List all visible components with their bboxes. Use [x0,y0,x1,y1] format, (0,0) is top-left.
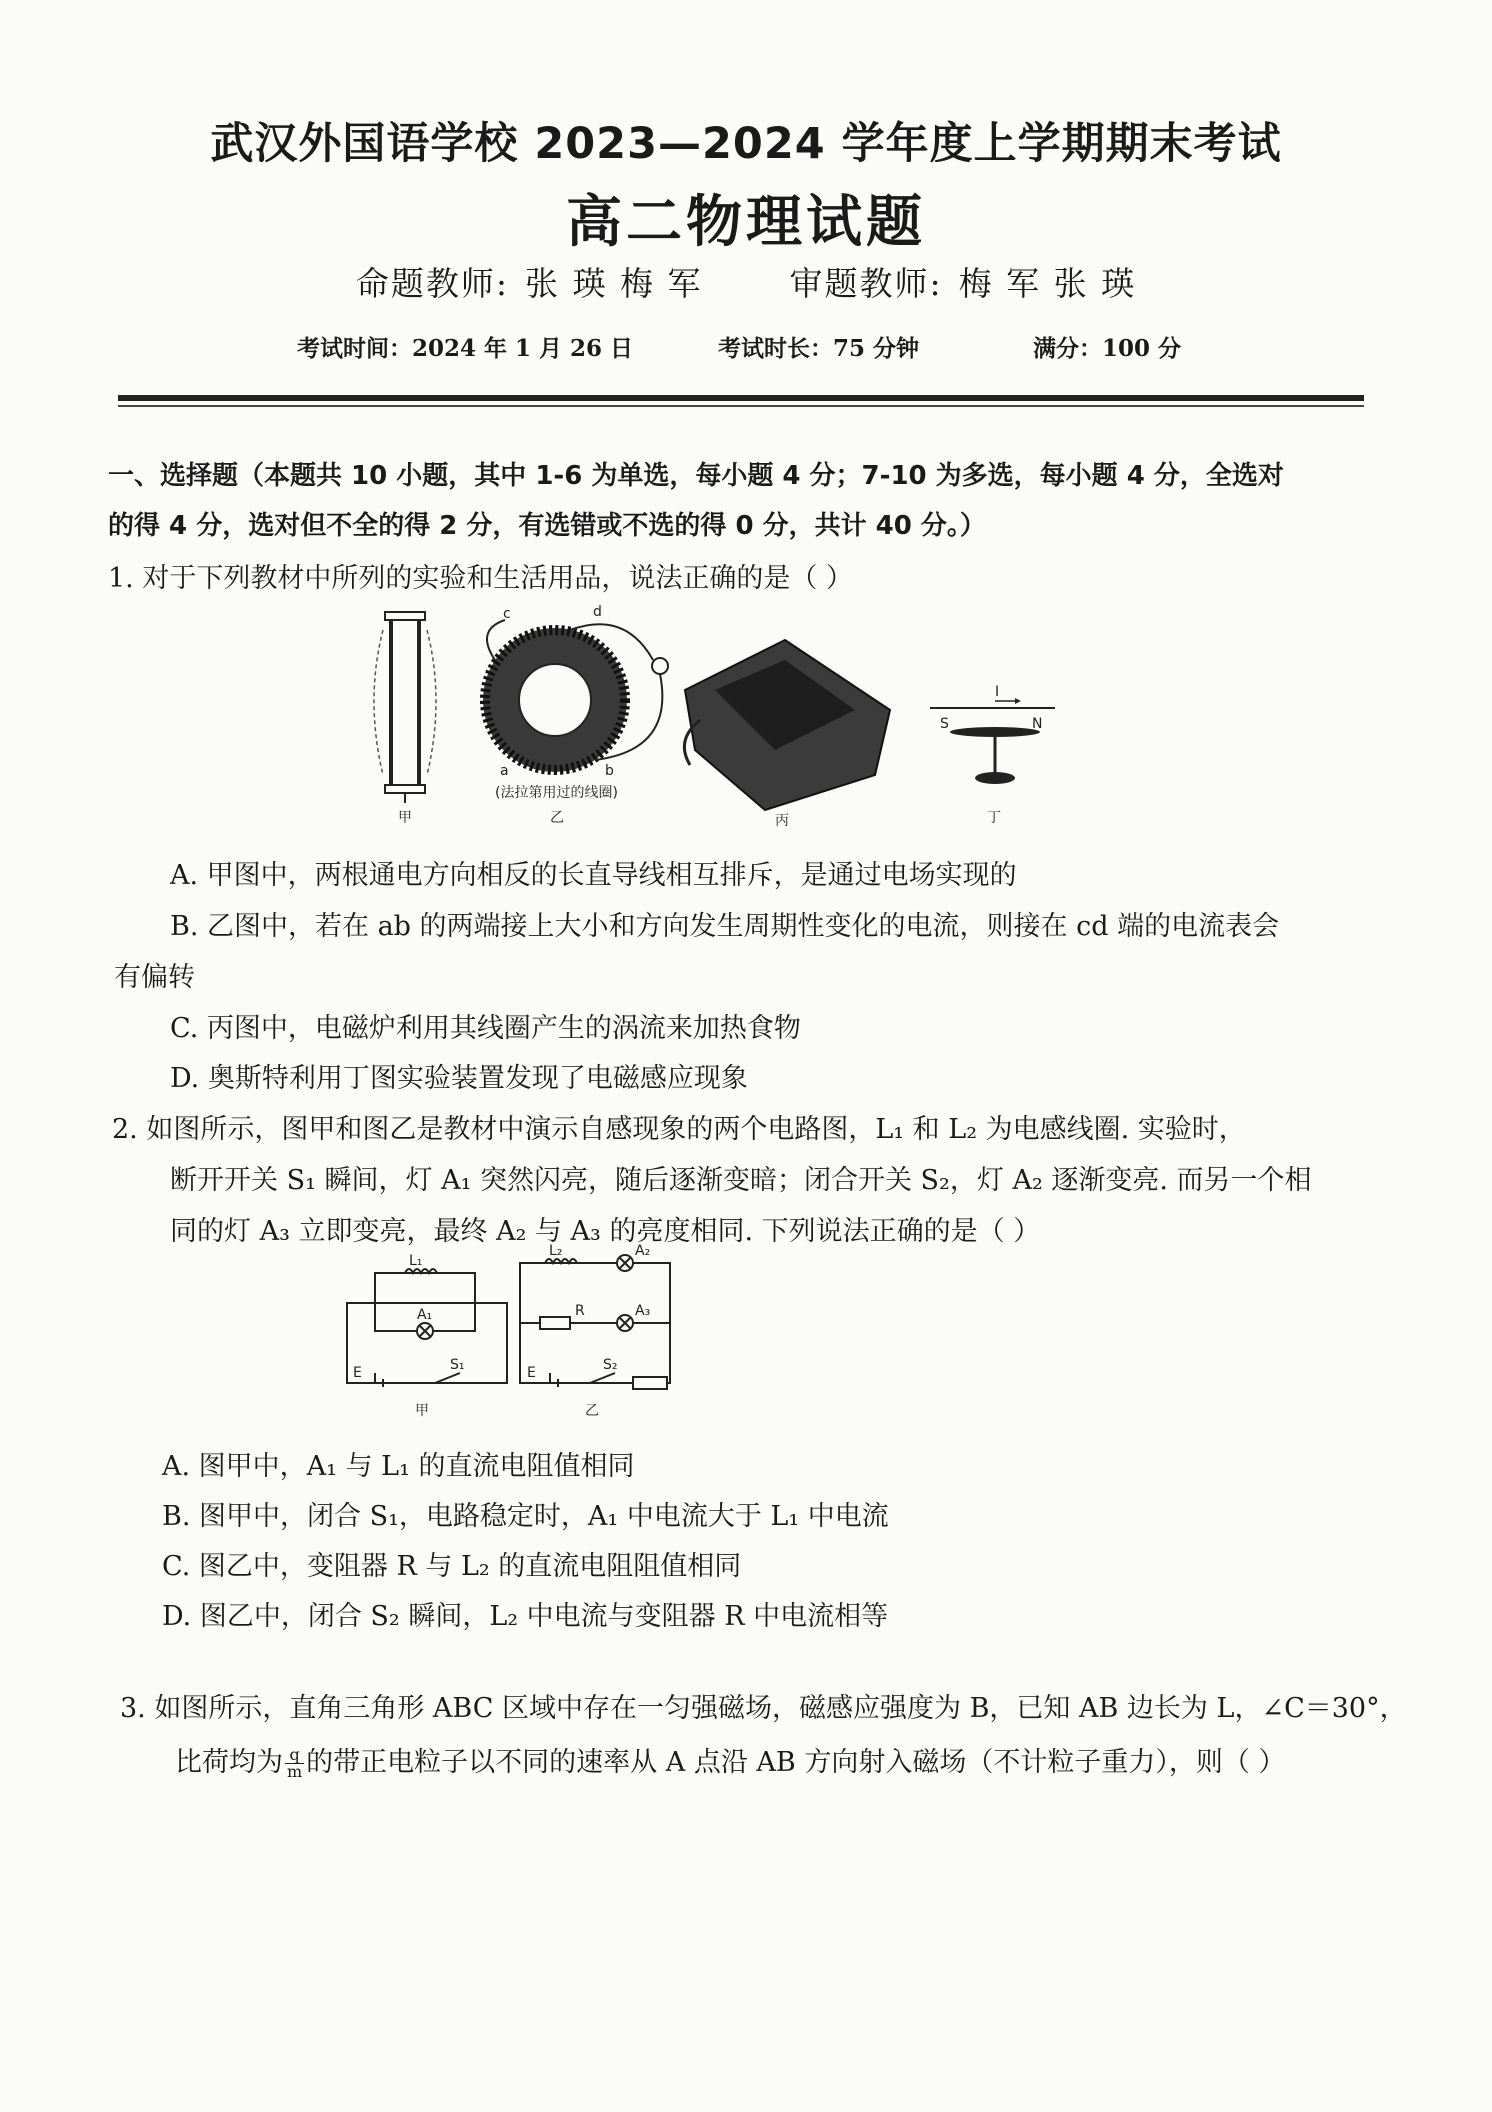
label-e-yi: E [527,1365,536,1381]
needle-label-n: N [1032,716,1043,732]
faraday-ring-figure [483,604,668,826]
oersted-figure [930,684,1055,826]
label-l1: L₁ [409,1253,423,1269]
full-score: 满分：100 分 [1033,335,1182,362]
q2-circuits [335,1245,715,1430]
label-a2: A₂ [635,1243,651,1259]
q3-stem-line2 [175,1740,1285,1780]
reviewer-names: 梅 军 张 瑛 [958,264,1137,303]
q1-option-c: C. 丙图中，电磁炉利用其线圈产生的涡流来加热食物 [170,1013,801,1044]
fig-label-jia: 甲 [398,810,412,826]
section-heading-line2: 的得 4 分，选对但不全的得 2 分，有选错或不选的得 0 分，共计 40 分。） [108,511,986,541]
header-divider [118,395,1364,401]
fig-label-ding: 丁 [987,810,1001,826]
induction-cooker-figure [684,640,890,829]
needle-label-s: S [940,716,949,732]
label-a3: A₃ [635,1303,651,1319]
q1-option-b-cont: 有偏转 [114,962,195,993]
q2-option-c: C. 图乙中，变阻器 R 与 L₂ 的直流电阻阻值相同 [162,1551,742,1582]
setter-names: 张 瑛 梅 军 [525,264,703,303]
label-s1: S₁ [450,1357,465,1373]
paper-title: 高二物理试题 [566,190,926,255]
q2-option-d: D. 图乙中，闭合 S₂ 瞬间，L₂ 中电流与变阻器 R 中电流相等 [162,1601,889,1632]
header-divider-thin [118,405,1364,407]
ammeter-icon [652,658,668,674]
parallel-wires-figure [374,612,436,826]
fig-label-bing: 丙 [775,813,789,829]
ring-label-a: a [500,763,509,779]
frac-denominator: m [287,1762,303,1781]
q1-option-a: A. 甲图中，两根通电方向相反的长直导线相互排斥，是通过电场实现的 [170,860,1017,891]
teacher-info [0,258,1492,305]
ring-label-c: c [503,606,511,622]
q1-stem: 1. 对于下列教材中所列的实验和生活用品，说法正确的是（ ） [108,563,853,594]
ring-label-b: b [605,763,614,779]
q3-stem-line1: 3. 如图所示，直角三角形 ABC 区域中存在一匀强磁场，磁感应强度为 B，已知 AB 边长为 L，∠C＝30°， [120,1693,1407,1724]
section-heading-line1: 一、选择题（本题共 10 小题，其中 1-6 为单选，每小题 4 分；7-10 为多选，每小题 4 分，全选对 [108,461,1284,491]
fig-label-yi: 乙 [550,810,564,826]
circuit-label-jia: 甲 [415,1403,429,1419]
charge-mass-ratio [285,1747,304,1780]
q2-stem-line2: 断开开关 S₁ 瞬间，灯 A₁ 突然闪亮，随后逐渐变暗；闭合开关 S₂，灯 A₂ 逐渐变亮. 而另一个相 [170,1165,1312,1196]
setter-label: 命题教师: [355,264,510,303]
circuit-yi [520,1255,670,1389]
exam-duration: 考试时长：75 分钟 [718,335,920,362]
frac-numerator: q [285,1747,304,1764]
q1-figures [355,600,1075,835]
q2-stem-line1: 2. 如图所示，图甲和图乙是教材中演示自感现象的两个电路图，L₁ 和 L₂ 为电感线圈. 实验时， [112,1114,1246,1145]
q1-option-b: B. 乙图中，若在 ab 的两端接上大小和方向发生周期性变化的电流，则接在 cd 端的电流表会 [170,911,1280,942]
circuit-jia [347,1269,507,1387]
label-l2: L₂ [549,1243,563,1259]
q3-stem-pre: 比荷均为 [175,1747,283,1778]
label-a1: A₁ [417,1307,433,1323]
school-title: 武汉外国语学校 2023—2024 学年度上学期期末考试 [210,119,1282,169]
q2-option-b: B. 图甲中，闭合 S₁，电路稳定时，A₁ 中电流大于 L₁ 中电流 [162,1501,889,1532]
q3-stem-post: 的带正电粒子以不同的速率从 A 点沿 AB 方向射入磁场（不计粒子重力），则（ ） [306,1747,1286,1778]
current-label-i: I [995,684,1000,700]
exam-date: 考试时间：2024 年 1 月 26 日 [297,335,634,362]
circuit-label-yi: 乙 [585,1403,599,1419]
q2-stem-line3: 同的灯 A₃ 立即变亮，最终 A₂ 与 A₃ 的亮度相同. 下列说法正确的是（ ） [170,1216,1041,1247]
q2-option-a: A. 图甲中，A₁ 与 L₁ 的直流电阻值相同 [162,1451,635,1482]
label-r: R [575,1303,585,1319]
label-s2: S₂ [603,1357,618,1373]
ring-label-d: d [593,604,602,620]
ring-caption: (法拉第用过的线圈) [495,785,618,801]
q1-option-d: D. 奥斯特利用丁图实验装置发现了电磁感应现象 [170,1063,748,1094]
label-e-jia: E [353,1365,362,1381]
reviewer-label: 审题教师: [789,264,943,303]
